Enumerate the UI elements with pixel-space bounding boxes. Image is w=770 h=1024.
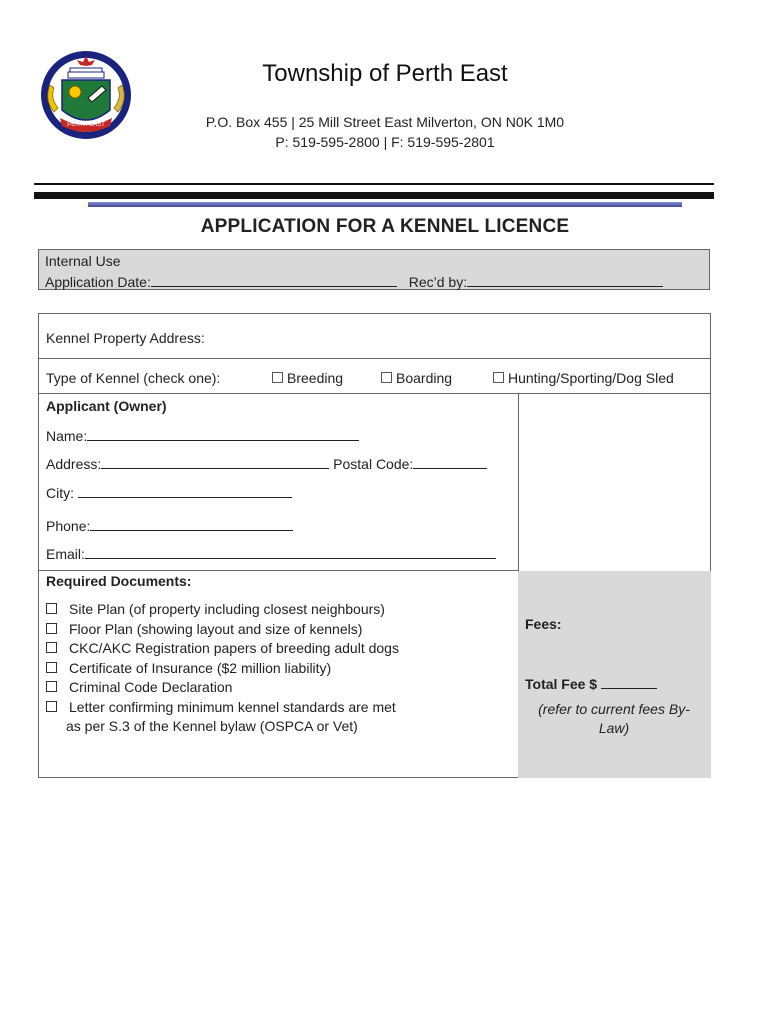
checkbox-icon[interactable] [46, 662, 57, 673]
recd-by-label: Rec’d by: [408, 274, 468, 290]
application-date-field[interactable] [151, 272, 397, 287]
internal-use-section [38, 249, 710, 290]
checkbox-icon[interactable] [46, 642, 57, 653]
total-fee-row: Total Fee $ [525, 674, 657, 692]
checkbox-icon[interactable] [46, 701, 57, 712]
list-item: Certificate of Insurance ($2 million liability) [46, 659, 399, 679]
divider [39, 570, 518, 571]
required-documents-heading: Required Documents: [46, 573, 192, 589]
recd-by-field[interactable] [467, 272, 663, 287]
kennel-application-form [38, 313, 711, 778]
header-rule-thin [34, 183, 714, 185]
list-item: Letter confirming minimum kennel standards are met [46, 698, 399, 718]
kennel-type-label: Type of Kennel (check one): [46, 370, 221, 386]
header-rule-blue [88, 202, 682, 207]
list-item-continuation: as per S.3 of the Kennel bylaw (OSPCA or Vet) [66, 718, 358, 734]
required-documents-list [46, 600, 399, 737]
email-row: Email: [46, 544, 496, 562]
checkbox-icon[interactable] [272, 372, 283, 383]
internal-use-fields [45, 272, 663, 290]
checkbox-icon[interactable] [381, 372, 392, 383]
property-address-label: Kennel Property Address: [46, 330, 205, 346]
option-hunting[interactable]: Hunting/Sporting/Dog Sled [493, 370, 674, 386]
divider [39, 358, 710, 359]
checkbox-icon[interactable] [46, 623, 57, 634]
header-rule-thick [34, 192, 714, 199]
application-date-label: Application Date: [45, 274, 151, 290]
township-logo [40, 50, 132, 140]
organization-phone-fax: P: 519-595-2800 | F: 519-595-2801 [275, 134, 495, 150]
list-item: Site Plan (of property including closest neighbours) [46, 600, 399, 620]
svg-text:PERTH EAST: PERTH EAST [67, 122, 105, 128]
internal-use-label: Internal Use [45, 253, 121, 269]
option-boarding[interactable]: Boarding [381, 370, 452, 386]
city-row: City: [46, 483, 292, 501]
phone-field[interactable] [90, 516, 293, 531]
postal-code-label: Postal Code: [333, 456, 414, 472]
organization-address: P.O. Box 455 | 25 Mill Street East Milverton, ON N0K 1M0 [205, 114, 565, 130]
checkbox-icon[interactable] [46, 681, 57, 692]
name-row: Name: [46, 426, 359, 444]
option-breeding[interactable]: Breeding [272, 370, 343, 386]
fees-label: Fees: [525, 616, 562, 632]
checkbox-icon[interactable] [493, 372, 504, 383]
email-field[interactable] [85, 544, 496, 559]
phone-row: Phone: [46, 516, 293, 534]
name-field[interactable] [87, 426, 359, 441]
total-fee-field[interactable] [601, 674, 657, 689]
fees-note: (refer to current fees By-Law) [538, 701, 690, 736]
form-title: APPLICATION FOR A KENNEL LICENCE [200, 216, 570, 237]
list-item: Floor Plan (showing layout and size of kennels) [46, 620, 399, 640]
list-item: CKC/AKC Registration papers of breeding adult dogs [46, 639, 399, 659]
address-field[interactable] [101, 454, 329, 469]
city-field[interactable] [78, 483, 292, 498]
postal-code-field[interactable] [413, 454, 487, 469]
divider [39, 393, 710, 394]
list-item: Criminal Code Declaration [46, 678, 399, 698]
address-row: Address: Postal Code: [46, 454, 487, 472]
applicant-heading: Applicant (Owner) [46, 398, 167, 414]
checkbox-icon[interactable] [46, 603, 57, 614]
organization-name: Township of Perth East [262, 60, 508, 87]
